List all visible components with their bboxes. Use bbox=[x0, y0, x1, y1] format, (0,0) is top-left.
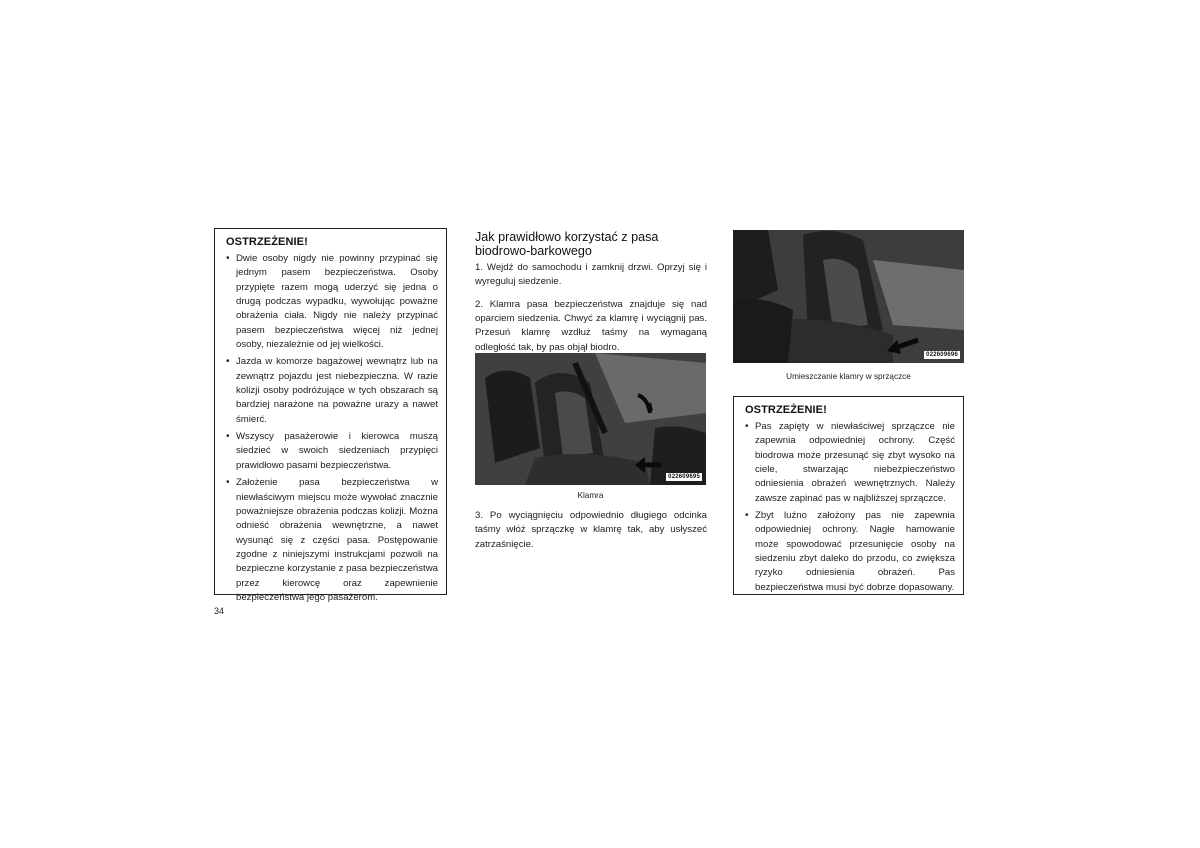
step-2: 2. Klamra pasa bezpieczeństwa znajduje się nad oparciem siedzenia. Chwyć za klamrę i wyciągnij pas. Przesuń klamrę wzdłuż taśmy na wymaganą odległość tak, by pas objął biodro. bbox=[475, 298, 707, 353]
warning-item: • Dwie osoby nigdy nie powinny przypinać się jednym pasem bezpieczeństwa. Osoby przypięte razem mogą uderzyć się jedna o drugą podczas wypadku, wywołując poważne obrażenia ciała. Nigdy nie należy przypinać pasem bezpieczeństwa więcej niż jednej osoby, niezależnie od jej wielkości. bbox=[224, 252, 438, 352]
warning-list bbox=[224, 252, 438, 605]
warning-box-right bbox=[733, 396, 964, 595]
step-3: 3. Po wyciągnięciu odpowiednio długiego odcinka taśmy włóż sprzączkę w klamrę tak, aby usłyszeć zatrzaśnięcie. bbox=[475, 510, 707, 550]
section-heading bbox=[475, 230, 707, 258]
seat-photo-icon bbox=[475, 353, 706, 485]
figure-anchor bbox=[733, 230, 964, 363]
warning-title: OSTRZEŻENIE! bbox=[745, 404, 827, 416]
warning-item: • Pas zapięty w niewłaściwej sprzączce nie zapewnia odpowiedniej ochrony. Część biodrowa może przesunąć się zbyt wysoko na ciele, stwarzając niebezpieczeństwo odniesienia obrażeń wewnętrznych. Należy zawsze zapinać pas w najbliższej sprzączce. bbox=[743, 420, 955, 506]
warning-title: OSTRZEŻENIE! bbox=[226, 236, 308, 248]
warning-list bbox=[743, 420, 955, 595]
warning-item: • Wszyscy pasażerowie i kierowca muszą siedzieć w swoich siedzeniach przypięci prawidłowo pasami bezpieczeństwa. bbox=[224, 430, 438, 473]
seat-photo-icon bbox=[733, 230, 964, 363]
step-1: 1. Wejdź do samochodu i zamknij drzwi. Oprzyj się i wyreguluj siedzenie. bbox=[475, 262, 707, 288]
warning-box-left bbox=[214, 228, 447, 603]
figure-buckle bbox=[475, 353, 706, 485]
figure-code: 022609696 bbox=[926, 352, 958, 358]
warning-item: • Jazda w komorze bagażowej wewnątrz lub na zewnątrz pojazdu jest niebezpieczna. W razie kolizji osoby podróżujące w tych obszarach są bardziej narażone na poważne urazy a nawet śmierć. bbox=[224, 355, 438, 427]
instructions-column bbox=[475, 230, 707, 363]
warning-item: • Zbyt luźno założony pas nie zapewnia odpowiedniej ochrony. Nagłe hamowanie może spowodować przesunięcie osoby na siedzeniu zbyt daleko do przodu, co zwiększa ryzyko odniesienia obrażeń. Pas bezpieczeństwa musi być dobrze dopasowany. bbox=[743, 509, 955, 595]
warning-item: • Założenie pasa bezpieczeństwa w niewłaściwym miejscu może wywołać znacznie poważniejsze obrażenia podczas kolizji. Można odnieść obrażenia wewnętrzne, a nawet wysunąć się z części pasa. Postępowanie zgodne z niniejszymi instrukcjami pozwoli na bezpieczne korzystanie z pasa bezpieczeństwa przez kierowcę oraz zapewnienie bezpieczeństwa jego pasażerom. bbox=[224, 476, 438, 605]
figure-caption-anchor: Umieszczanie klamry w sprzączce bbox=[786, 372, 911, 381]
page-number: 34 bbox=[214, 606, 225, 616]
figure-code: 022609695 bbox=[668, 474, 700, 480]
section-heading-line2: biodrowo-barkowego bbox=[475, 244, 592, 258]
figure-caption-buckle: Klamra bbox=[577, 491, 604, 500]
section-heading-line1: Jak prawidłowo korzystać z pasa bbox=[475, 230, 659, 244]
